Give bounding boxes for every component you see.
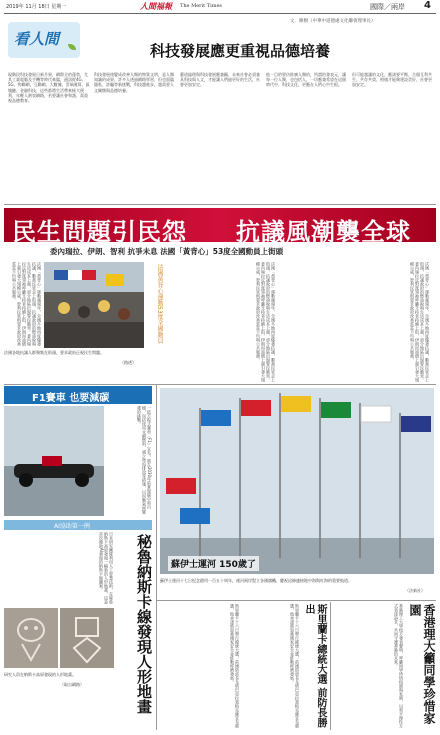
paper-logo: 人間福報	[140, 1, 172, 11]
protest-side-label: 法國黃背心運動53度全國動員	[156, 264, 163, 344]
paper-logo-en: The Merit Times	[180, 3, 222, 9]
f1-photo	[4, 406, 104, 516]
protest-body-right: 法國「黃背心」運動滿週年，全國多地再度爆發抗議，數萬民眾走上街頭，抗議政府的燃油稅與生活成本上漲，部分地區出現警民衝突。委內瑞拉反對派領袖呼籲支持者持續上街，伊朗因油價上漲引發大規模示威，智利民眾則要求政府改善貧富不均與公共服務。	[410, 262, 430, 382]
ai-body: 日本研究團隊利用人工智慧技術，在秘魯納斯卡高原發現一幅新的人形地畫，這是首次藉助AI發現的納斯卡線圖案。	[99, 532, 114, 604]
ai-caption: 研究人員在納斯卡高原發現的人形地畫。	[4, 672, 76, 677]
nazca-photo-right	[60, 608, 114, 668]
column-body-5: 但可能越讓的文化，應該要平衡，合個互利共生，共存共榮，相遇才能夠建設美好，社會更加安定。	[352, 72, 432, 88]
ai-headline: 秘魯納斯卡線發現人形地畫	[135, 534, 153, 714]
protest-photo	[44, 262, 144, 348]
srilanka-body-1: 斯里蘭卡十六日舉行總統大選，前國防部長戈塔巴亞拉賈帕克薩宣布勝選，他承諾將加強國家安全並推動經濟發展。	[230, 604, 240, 728]
f1-banner	[4, 386, 152, 404]
column-body-2: 科技發展使變成改善人類的物質文明，是人類知識的成果。許多人透過網路學習，但也面臨隱私、詐騙等新挑戰，科技越進步，越需要人文關懷與品德培養。	[94, 72, 174, 93]
f1-headline: F1賽車 也要減碳	[32, 393, 110, 404]
ai-label: AI協助第一例	[54, 523, 90, 530]
protest-body-left: 法國「黃背心」運動滿週年，全國多地再度爆發抗議，數萬民眾走上街頭，抗議政府的燃油稅與生活成本上漲，部分地區出現警民衝突。委內瑞拉反對派領袖呼籲支持者持續上街，伊朗因油價上漲引發大規模示威，智利民眾則要求政府改善貧富不均與公共服務。	[12, 262, 42, 346]
column-logo-text: 看人間	[14, 30, 60, 48]
masthead-date: 2019年 11月 18日 星期一	[6, 4, 67, 10]
protest-caption: 法國各地抗議人群聚集在街頭，要求政府正視民生問題。	[4, 350, 104, 355]
srilanka-body-2: 斯里蘭卡十六日舉行總統大選，前國防部長戈塔巴亞拉賈帕克薩宣布勝選，他承諾將加強國家安全並推動經濟發展。	[290, 604, 300, 728]
protest-body-mid: 法國「黃背心」運動滿週年，全國多地再度爆發抗議，數萬民眾走上街頭，抗議政府的燃油稅與生活成本上漲，部分地區出現警民衝突。委內瑞拉反對派領袖呼籲支持者持續上街，伊朗因油價上漲引發大規模示威，智利民眾則要求政府改善貧富不均與公共服務。	[256, 262, 276, 382]
ai-label-bar	[4, 520, 152, 530]
suez-photo	[160, 388, 434, 574]
column-logo	[8, 18, 108, 66]
suez-caption: 蘇伊士運河十七日紀念啟用一百五十周年，運河兩岸豎立各國旗幟，慶祝這條連接地中海與紅海的重要航道。	[160, 578, 352, 583]
section-label: 國際／兩岸	[370, 3, 405, 11]
protest-credit: （路透）	[120, 360, 136, 365]
nazca-photo-left	[4, 608, 58, 668]
f1-body: 一級方程式賽車（F1）宣布，將在2030年前實現碳中和目標，包括使用永續燃料、減少物流排放等措施，以因應氣候變遷的挑戰。	[137, 406, 152, 514]
masthead	[0, 0, 440, 14]
suez-headline: 蘇伊士運河 150歲了	[168, 556, 259, 571]
column-byline: 文．陳樹（中華中道德處文化繼會理事長）	[290, 19, 376, 24]
column-body-3: 藝道倫理與科技發展應兼顧，未來社會必須兼具科技與人文，才能讓人們過更好的生活，社會更加安定。	[180, 72, 260, 88]
banner-subhead: 委內瑞拉、伊朗、智利 抗爭未息 法國「黃背心」53度全國動員上街頭	[50, 247, 284, 256]
banner	[4, 208, 436, 246]
column-body-1: 現階段科技發展日新月異，網際全的蓬勃，尤其工業電腦及手機等時代來臨，通訊從4G、5G、物聯網、互聯網、大數據、雲端運算、區塊鏈、金融科技，這些都將生活帶來極大便利，年輕人熱衷網路，若要讓社會和諧，需重視品德教育。	[8, 72, 90, 104]
banner-headline-left: 民生問題引民怨	[12, 218, 187, 246]
srilanka-headline: 斯里蘭卡總統大選 前防長勝出	[303, 604, 326, 728]
suez-credit: （法新社）	[405, 588, 425, 593]
ai-credit: （取自網路）	[60, 682, 84, 687]
column-body-4: 他一目的要仿推廣人類的，所謂的發表元，讓每一位人類，也包括人，一切應兼希望在這個時代中，科技文化，更應在人們心中生根。	[266, 72, 346, 88]
banner-headline-right: 抗議風潮襲全球	[236, 218, 411, 246]
column-headline: 科技發展應更重視品德培養	[150, 42, 331, 60]
hk-body: 香港理工大學校方發表聲明，呼籲同學珍惜校園與家園，以和平理性方式表達訴求，共同守護香港的未來。	[394, 604, 404, 728]
hk-headline: 香港理大籲同學珍惜家園	[408, 604, 436, 724]
page-number: 4	[424, 0, 431, 11]
